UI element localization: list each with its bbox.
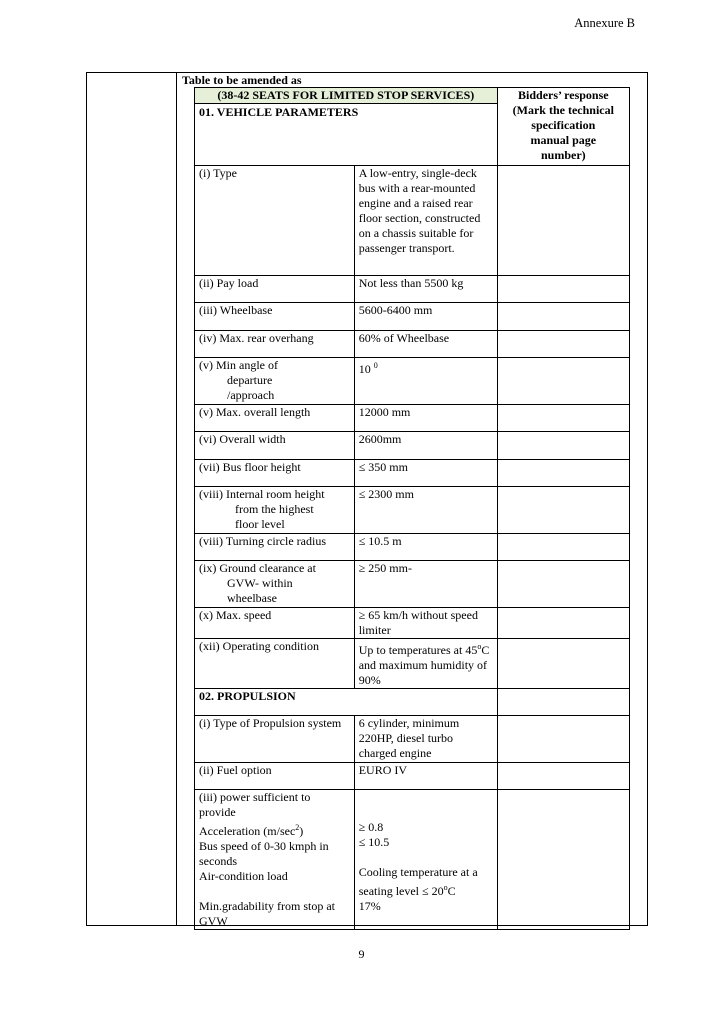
response-cell bbox=[497, 166, 629, 276]
response-cell bbox=[497, 276, 629, 303]
param-label: (x) Max. speed bbox=[195, 608, 355, 639]
param-label bbox=[195, 358, 355, 405]
param-label: (i) Type of Propulsion system bbox=[195, 716, 355, 763]
param-label: (i) Type bbox=[195, 166, 355, 276]
param-label: (xii) Operating condition bbox=[195, 639, 355, 689]
param-value: A low-entry, single-deck bus with a rear-mounted engine and a raised rear floor section, constructed on a chassis suitable for passenger transport. bbox=[354, 166, 497, 276]
param-value-line: ≤ 10.5 bbox=[358, 835, 390, 849]
param-value-line: 17% bbox=[358, 899, 381, 913]
param-label-line: wheelbase bbox=[227, 591, 277, 605]
response-cell bbox=[497, 460, 629, 487]
param-label-line: (ix) Ground clearance at bbox=[199, 561, 316, 575]
param-value: 2600mm bbox=[354, 432, 497, 460]
table-row bbox=[195, 561, 630, 608]
category-header: (38-42 SEATS FOR LIMITED STOP SERVICES) bbox=[195, 88, 498, 104]
response-cell bbox=[497, 608, 629, 639]
param-value: 5600-6400 mm bbox=[354, 303, 497, 331]
superscript: o bbox=[477, 642, 482, 651]
table-header-row bbox=[195, 88, 630, 104]
response-cell bbox=[497, 534, 629, 561]
label-text: Acceleration (m/sec bbox=[199, 824, 296, 838]
table-row bbox=[195, 276, 630, 303]
param-label-line: floor level bbox=[235, 517, 285, 531]
table-row bbox=[195, 790, 630, 930]
table-row bbox=[195, 358, 630, 405]
param-label bbox=[195, 790, 355, 930]
label-text: ) bbox=[299, 824, 304, 838]
value-text: 10 bbox=[358, 362, 371, 376]
value-text: C bbox=[447, 884, 456, 898]
response-cell bbox=[497, 331, 629, 358]
value-text: C and maximum humidity of 90% bbox=[358, 643, 490, 687]
table-row bbox=[195, 639, 630, 689]
param-value: ≥ 250 mm- bbox=[354, 561, 497, 608]
response-header bbox=[497, 88, 629, 166]
response-cell bbox=[497, 487, 629, 534]
param-value: ≤ 10.5 m bbox=[354, 534, 497, 561]
table-row bbox=[195, 460, 630, 487]
outer-frame-divider bbox=[176, 72, 177, 926]
response-cell bbox=[497, 639, 629, 689]
table-row bbox=[195, 534, 630, 561]
table-row bbox=[195, 716, 630, 763]
param-label bbox=[195, 487, 355, 534]
param-label-line: Bus speed of 0-30 kmph in seconds bbox=[199, 839, 329, 868]
param-value-line: ≥ 0.8 bbox=[358, 820, 384, 834]
param-value: ≥ 65 km/h without speed limiter bbox=[354, 608, 497, 639]
response-cell bbox=[497, 405, 629, 432]
value-text: Up to temperatures at 45 bbox=[358, 643, 478, 657]
page-number: 9 bbox=[358, 947, 365, 961]
spec-table bbox=[194, 87, 630, 930]
table-row bbox=[195, 487, 630, 534]
table-row bbox=[195, 331, 630, 358]
param-label: (vi) Overall width bbox=[195, 432, 355, 460]
response-header-line: number) bbox=[540, 148, 586, 162]
param-label: (v) Max. overall length bbox=[195, 405, 355, 432]
response-cell bbox=[497, 716, 629, 763]
superscript: 0 bbox=[373, 361, 378, 370]
param-label bbox=[195, 561, 355, 608]
table-row bbox=[195, 303, 630, 331]
section-vehicle-parameters: 01. VEHICLE PARAMETERS bbox=[195, 104, 498, 166]
table-row bbox=[195, 608, 630, 639]
param-value: ≤ 2300 mm bbox=[354, 487, 497, 534]
param-value: Not less than 5500 kg bbox=[354, 276, 497, 303]
superscript: o bbox=[443, 883, 448, 892]
param-label: (ii) Fuel option bbox=[195, 763, 355, 790]
param-label-line: (v) Min angle of bbox=[199, 358, 278, 372]
param-value bbox=[354, 639, 497, 689]
response-header-line: Bidders’ response bbox=[518, 88, 609, 102]
param-value: EURO IV bbox=[354, 763, 497, 790]
response-cell bbox=[497, 790, 629, 930]
param-value: 12000 mm bbox=[354, 405, 497, 432]
param-label: (iv) Max. rear overhang bbox=[195, 331, 355, 358]
param-value-line bbox=[359, 865, 493, 899]
response-header-line: specification bbox=[531, 118, 596, 132]
response-cell bbox=[497, 689, 629, 716]
param-label-line: GVW- within bbox=[227, 576, 293, 590]
param-label: (vii) Bus floor height bbox=[195, 460, 355, 487]
response-header-line: (Mark the technical bbox=[512, 103, 614, 117]
param-value: 60% of Wheelbase bbox=[354, 331, 497, 358]
section-row bbox=[195, 689, 630, 716]
response-cell bbox=[497, 358, 629, 405]
response-cell bbox=[497, 561, 629, 608]
param-value: ≤ 350 mm bbox=[354, 460, 497, 487]
param-label-line: departure bbox=[227, 373, 273, 387]
response-cell bbox=[497, 432, 629, 460]
table-row bbox=[195, 763, 630, 790]
value-text: Cooling temperature at a seating level ≤ 20 bbox=[358, 865, 478, 898]
param-label-line bbox=[199, 820, 350, 839]
param-label-line: (viii) Internal room height bbox=[199, 487, 325, 501]
param-value bbox=[354, 790, 497, 930]
param-label-line: Air-condition load bbox=[199, 869, 288, 883]
table-row bbox=[195, 405, 630, 432]
param-label-line: /approach bbox=[227, 388, 275, 402]
response-cell bbox=[497, 303, 629, 331]
section-propulsion: 02. PROPULSION bbox=[195, 689, 498, 716]
param-label: (iii) Wheelbase bbox=[195, 303, 355, 331]
param-label-line: (iii) power sufficient to provide bbox=[199, 790, 311, 819]
response-header-line: manual page bbox=[530, 133, 597, 147]
param-label: (viii) Turning circle radius bbox=[195, 534, 355, 561]
table-row bbox=[195, 166, 630, 276]
superscript: 2 bbox=[295, 823, 300, 832]
param-label: (ii) Pay load bbox=[195, 276, 355, 303]
param-value bbox=[354, 358, 497, 405]
param-label-line: Min.gradability from stop at GVW bbox=[199, 899, 335, 928]
response-cell bbox=[497, 763, 629, 790]
table-title: Table to be amended as bbox=[182, 73, 302, 87]
annexure-label: Annexure B bbox=[574, 16, 635, 30]
param-value: 6 cylinder, minimum 220HP, diesel turbo charged engine bbox=[354, 716, 497, 763]
table-row bbox=[195, 432, 630, 460]
param-label-line: from the highest bbox=[235, 502, 314, 516]
